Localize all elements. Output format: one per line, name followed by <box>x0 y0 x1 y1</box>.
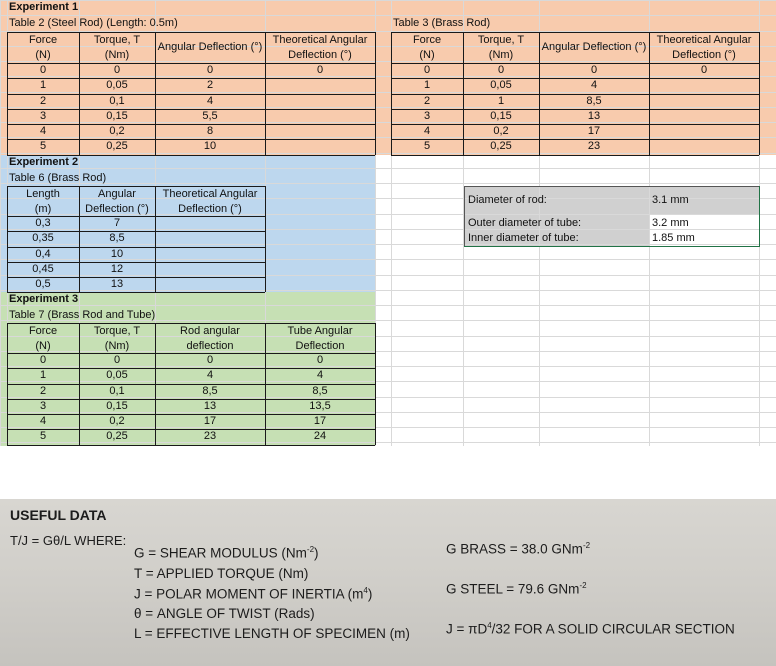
table-cell: 2 <box>423 95 431 107</box>
table-cell: 0,15 <box>106 400 128 412</box>
torsion-formula: T/J = Gθ/L WHERE: <box>10 533 127 548</box>
t7-header-force: Force (N) <box>28 325 58 352</box>
table-cell: 0,45 <box>32 263 54 275</box>
table-cell: 17 <box>587 125 601 137</box>
table-cell: 0,35 <box>32 232 54 244</box>
table-7-caption: Table 7 (Brass Rod and Tube) <box>9 309 156 321</box>
table-cell: 0 <box>206 64 214 76</box>
table-cell: 23 <box>203 430 217 442</box>
table-cell: 24 <box>313 430 327 442</box>
table-cell: 12 <box>110 263 124 275</box>
table-cell: 0,25 <box>106 430 128 442</box>
t7-header-torque: Torque, T (Nm) <box>93 325 141 352</box>
g-steel-value: G STEEL = 79.6 GNm$^{-2}$ <box>446 581 587 597</box>
table-cell: 3 <box>423 110 431 122</box>
table-cell: 0 <box>316 354 324 366</box>
table-cell: 8,5 <box>202 385 218 397</box>
table-cell: 4 <box>206 369 214 381</box>
table-cell: 0,15 <box>106 110 128 122</box>
table-cell: 0,2 <box>493 125 509 137</box>
t3-header-torque: Torque, T (Nm) <box>477 34 525 61</box>
table-cell: 0,05 <box>106 369 128 381</box>
table-cell: 0,1 <box>109 385 125 397</box>
table-cell: 0,3 <box>35 217 51 229</box>
grid-hline <box>0 305 776 306</box>
g-brass-value: G BRASS = 38.0 GNm$^{-2}$ <box>446 541 591 557</box>
table-cell: 0,2 <box>109 415 125 427</box>
table-cell: 0,05 <box>106 79 128 91</box>
table-cell: 5 <box>39 140 47 152</box>
table-cell: 0,2 <box>109 125 125 137</box>
t6-header-theoretical: Theoretical Angular Deflection (°) <box>162 188 258 215</box>
table-border-v <box>759 32 760 155</box>
grid-vline <box>0 0 1 446</box>
table-cell: 5 <box>423 140 431 152</box>
table-cell: 10 <box>110 248 124 260</box>
t3-header-theoretical: Theoretical Angular Deflection (°) <box>656 34 752 61</box>
table-cell: 4 <box>206 95 214 107</box>
tube-inner-diameter-value: 1.85 mm <box>652 232 695 244</box>
table-cell: 0 <box>497 64 505 76</box>
table-cell: 0,25 <box>490 140 512 152</box>
table-cell: 4 <box>316 369 324 381</box>
table-cell: 17 <box>203 415 217 427</box>
table-border-v <box>375 32 376 155</box>
useful-data-photo <box>0 499 776 666</box>
dimensions-border <box>759 186 760 247</box>
table-cell: 0,25 <box>106 140 128 152</box>
t2-header-theoretical: Theoretical Angular Deflection (°) <box>272 34 368 61</box>
t3-header-angle: Angular Deflection (°) <box>541 41 647 53</box>
table-cell: 8,5 <box>312 385 328 397</box>
table-cell: 7 <box>113 217 121 229</box>
table-cell: 4 <box>39 125 47 137</box>
dimensions-border <box>464 186 465 247</box>
table-cell: 3 <box>39 400 47 412</box>
polar-moment-definition: J = POLAR MOMENT OF INERTIA $(m^4)$ <box>134 586 373 602</box>
t7-header-tube: Tube Angular Deflection <box>287 325 353 352</box>
dimensions-border <box>464 246 760 247</box>
experiment-2-title: Experiment 2 <box>9 156 79 168</box>
table-cell: 13 <box>587 110 601 122</box>
experiment-3-title: Experiment 3 <box>9 293 79 305</box>
table-cell: 1 <box>423 79 431 91</box>
table-cell: 0 <box>113 354 121 366</box>
table-cell: 13 <box>203 400 217 412</box>
table-cell: 0,15 <box>490 110 512 122</box>
tube-outer-diameter-value: 3.2 mm <box>652 217 689 229</box>
t2-header-torque: Torque, T (Nm) <box>93 34 141 61</box>
table-cell: 0 <box>590 64 598 76</box>
table-cell: 0 <box>316 64 324 76</box>
table-cell: 2 <box>206 79 214 91</box>
table-6-caption: Table 6 (Brass Rod) <box>9 172 107 184</box>
table-cell: 0,4 <box>35 248 51 260</box>
grid-hline <box>0 183 776 184</box>
table-border-v <box>265 186 266 292</box>
table-cell: 0 <box>700 64 708 76</box>
table-cell: 8,5 <box>109 232 125 244</box>
table-cell: 13,5 <box>309 400 331 412</box>
table-border-h <box>7 445 375 446</box>
table-cell: 10 <box>203 140 217 152</box>
useful-data-heading: USEFUL DATA <box>10 507 107 523</box>
polar-moment-formula: $J = \pi D^4/32$ FOR A SOLID CIRCULAR SECTION <box>446 621 735 637</box>
table-cell: 1 <box>497 95 505 107</box>
table-border-h <box>391 155 759 156</box>
effective-length-definition: L = EFFECTIVE LENGTH OF SPECIMEN (m) <box>134 626 410 641</box>
experiment-1-title: Experiment 1 <box>9 1 79 13</box>
t2-header-angle: Angular Deflection (°) <box>157 41 263 53</box>
table-cell: 1 <box>39 79 47 91</box>
tube-outer-diameter-label: Outer diameter of tube: <box>468 217 582 229</box>
table-cell: 4 <box>590 79 598 91</box>
t3-header-force: Force (N) <box>412 34 442 61</box>
t6-header-angular: Angular Deflection (°) <box>85 188 149 215</box>
rod-diameter-label: Diameter of rod: <box>468 194 547 206</box>
table-cell: 13 <box>110 278 124 290</box>
shear-modulus-definition: G = SHEAR MODULUS $(Nm^{-2})$ <box>134 545 319 561</box>
rod-diameter-value: 3.1 mm <box>652 194 689 206</box>
table-cell: 8,5 <box>586 95 602 107</box>
table-cell: 2 <box>39 385 47 397</box>
angle-of-twist-definition: θ = ANGLE OF TWIST (Rads) <box>134 606 315 621</box>
table-cell: 5,5 <box>202 110 218 122</box>
table-cell: 17 <box>313 415 327 427</box>
table-cell: 2 <box>39 95 47 107</box>
table-cell: 4 <box>423 125 431 137</box>
tube-inner-diameter-label: Inner diameter of tube: <box>468 232 579 244</box>
table-cell: 0 <box>39 354 47 366</box>
torque-definition: T = APPLIED TORQUE (Nm) <box>134 566 309 581</box>
table-cell: 0,1 <box>109 95 125 107</box>
table-3-caption: Table 3 (Brass Rod) <box>393 17 491 29</box>
table-cell: 0,5 <box>35 278 51 290</box>
table-cell: 0,05 <box>490 79 512 91</box>
grid-hline <box>0 168 776 169</box>
table-cell: 0 <box>113 64 121 76</box>
table-cell: 4 <box>39 415 47 427</box>
table-cell: 0 <box>39 64 47 76</box>
t2-header-force: Force (N) <box>28 34 58 61</box>
t6-header-length: Length (m) <box>26 188 60 215</box>
grid-hline <box>0 0 776 1</box>
table-cell: 5 <box>39 430 47 442</box>
table-border-v <box>375 323 376 445</box>
t7-header-rod: Rod angular deflection <box>180 325 240 352</box>
table-cell: 23 <box>587 140 601 152</box>
table-cell: 0 <box>423 64 431 76</box>
table-cell: 3 <box>39 110 47 122</box>
dimensions-border <box>464 186 760 187</box>
table-2-caption: Table 2 (Steel Rod) (Length: 0.5m) <box>9 17 178 29</box>
table-cell: 0 <box>206 354 214 366</box>
table-cell: 1 <box>39 369 47 381</box>
table-cell: 8 <box>206 125 214 137</box>
